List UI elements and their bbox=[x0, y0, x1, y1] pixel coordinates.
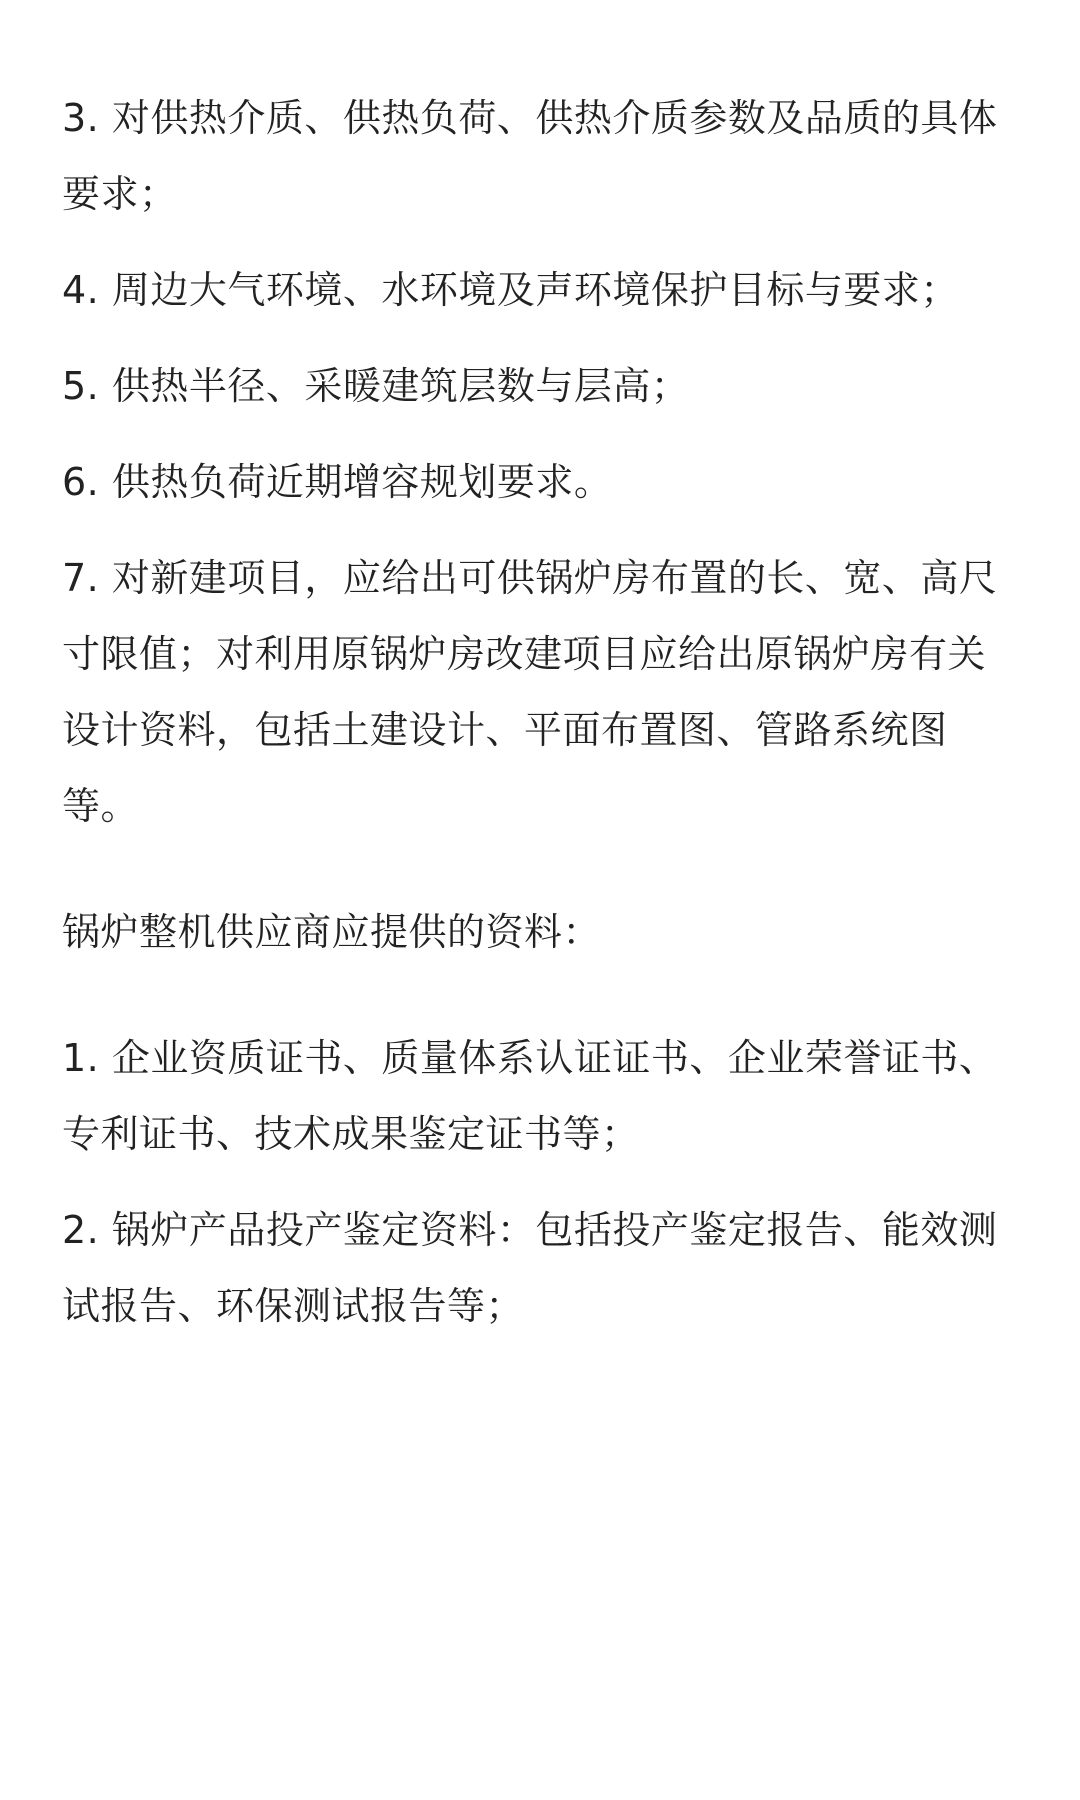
section-heading: 锅炉整机供应商应提供的资料： bbox=[62, 910, 602, 954]
list-item-number: 2. bbox=[62, 1208, 100, 1252]
list-item-number: 6. bbox=[62, 460, 100, 504]
list-item bbox=[62, 540, 1022, 844]
list-item bbox=[62, 252, 1022, 328]
list-item-text: 锅炉产品投产鉴定资料：包括投产鉴定报告、能效测试报告、环保测试报告等； bbox=[62, 1208, 998, 1328]
list-item-number: 5. bbox=[62, 364, 100, 408]
list-item bbox=[62, 1020, 1022, 1172]
list-item-text: 对新建项目，应给出可供锅炉房布置的长、宽、高尺寸限值；对利用原锅炉房改建项目应给出原锅炉房有关设计资料，包括土建设计、平面布置图、管路系统图等。 bbox=[62, 556, 998, 828]
list-item-number: 4. bbox=[62, 268, 100, 312]
list-item-number: 1. bbox=[62, 1036, 100, 1080]
list-item-text: 供热半径、采暖建筑层数与层高； bbox=[111, 364, 690, 408]
list-item bbox=[62, 444, 1022, 520]
list-item bbox=[62, 80, 1022, 232]
article-body bbox=[62, 80, 1022, 1344]
list-item-text: 周边大气环境、水环境及声环境保护目标与要求； bbox=[111, 268, 959, 312]
list-item-number: 7. bbox=[62, 556, 100, 600]
list-item-number: 3. bbox=[62, 96, 100, 140]
list-item bbox=[62, 1192, 1022, 1344]
list-item bbox=[62, 348, 1022, 424]
list-item-text: 企业资质证书、质量体系认证证书、企业荣誉证书、专利证书、技术成果鉴定证书等； bbox=[62, 1036, 998, 1156]
list-item-text: 对供热介质、供热负荷、供热介质参数及品质的具体要求； bbox=[62, 96, 998, 216]
list-item-text: 供热负荷近期增容规划要求。 bbox=[111, 460, 613, 504]
